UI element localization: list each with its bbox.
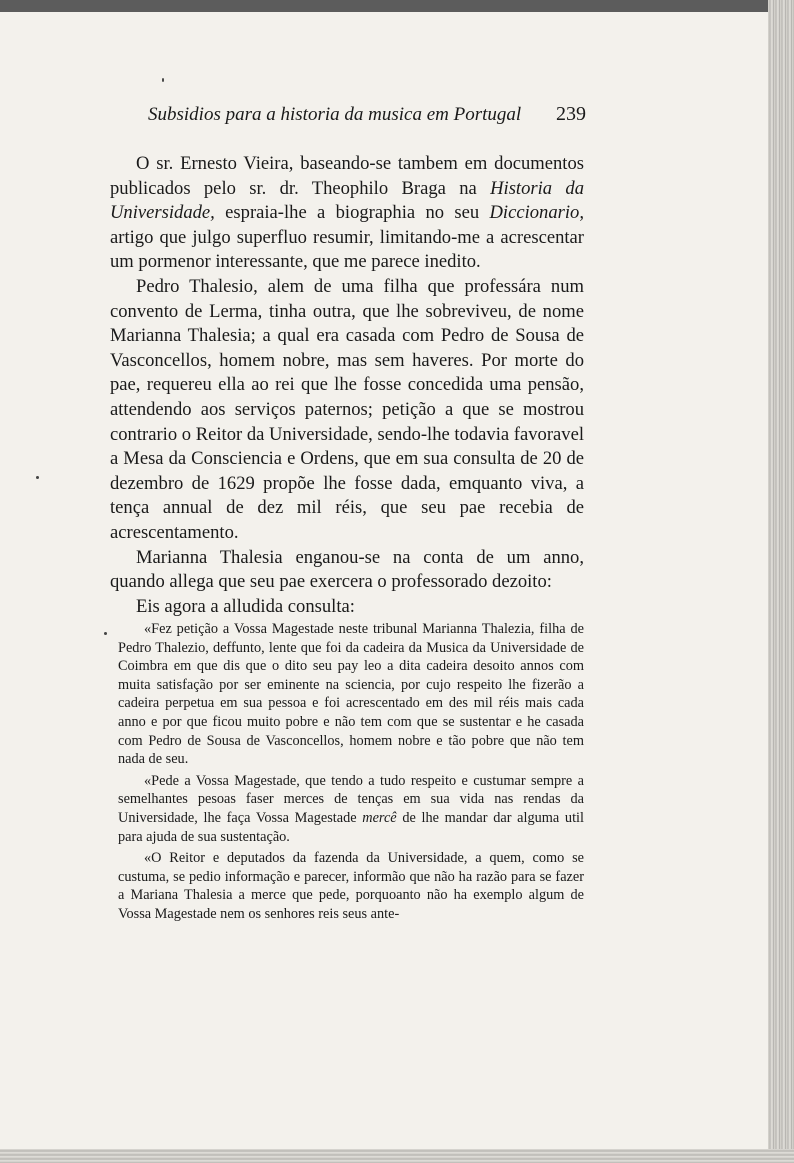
paragraph-4: Eis agora a alludida consulta: xyxy=(136,595,355,617)
quote-paragraph-2-merce: mercê xyxy=(362,809,397,826)
paragraph-1-text-a: O sr. Ernesto Vieira, baseando-se tambem em documentos publicados pelo sr. dr. Theophilo Braga na xyxy=(110,153,584,199)
paragraph-1-text-c: espraia-lhe a biographia no seu xyxy=(214,202,490,224)
page-stack-bottom-edge xyxy=(0,1149,794,1163)
paragraph-1 xyxy=(110,152,584,275)
paper-speck xyxy=(36,476,39,479)
body-text xyxy=(110,152,584,619)
paragraph-1-text-e: artigo que julgo superfluo resumir, limitando-me a acrescentar um pormenor interessante, que me parece inedito. xyxy=(110,226,584,273)
quote-paragraph-2-text-c: de lhe mandar dar alguma util para ajuda de sua sustentação. xyxy=(118,809,584,845)
quote-paragraph-2-text-a: «Pede a Vossa Magestade, que tendo a tudo respeito e custumar sempre a semelhantes pesoas faser merces de tenças em sua vida nas rendas da Universidade, lhe faça Vossa Magestade xyxy=(118,772,584,826)
paragraph-2: Pedro Thalesio, alem de uma filha que professára num convento de Lerma, tinha outra, que lhe sobreviveu, de nome Marianna Thalesia; a qual era casada com Pedro de Sousa de Vasconcellos, homem nobre, mas sem haveres. Por morte do pae, requereu ella ao rei que lhe fosse concedida uma pensão, attendendo aos serviços paternos; petição a que se mostrou contrario o Reitor da Universidade, sendo-lhe todavia favoravel a Mesa da Consciencia e Ordens, que em sua consulta de 20 de dezembro de 1629 propõe lhe fosse dada, emquanto viva, a tença annual de dez mil réis, que seu pae recebia de acrescentamento. xyxy=(110,275,584,543)
page-number: 239 xyxy=(556,103,586,125)
paper-speck xyxy=(162,78,164,82)
quote-paragraph-2 xyxy=(118,772,584,846)
paragraph-3: Marianna Thalesia enganou-se na conta de um anno, quando allega que seu pae exercera o professorado dezoito: xyxy=(110,546,584,593)
paragraph-1-title-diccionario: Diccionario, xyxy=(489,202,584,224)
running-head xyxy=(148,103,586,126)
quote-paragraph-3: «O Reitor e deputados da fazenda da Universidade, a quem, como se custuma, se pedio informação e parecer, informão que não ha razão para se fazer a Mariana Thalesia a merce que pede, porquoanto não ha exemplo algum de Vossa Magestade nem os senhores reis seus ante- xyxy=(118,850,584,922)
running-title: Subsidios para a historia da musica em Portugal xyxy=(148,104,522,125)
paragraph-1-title-historia: Historia da Universidade, xyxy=(110,177,585,224)
quote-paragraph-1: «Fez petição a Vossa Magestade neste tribunal Marianna Thalezia, filha de Pedro Thalezio, deffunto, lente que foi da cadeira da Musica da Universidade de Coimbra em que dis que o dito seu pay leo a dita cadeira desoito annos com muita satisfação por ser eminente na sciencia, por cujo respeito lhe fizerão a cadeira perpetua em sua pessoa e foi acrescentado em des mil réis mais cada anno e por que ficou muito pobre e não tem com que se sustentar e he casada com Pedro de Sousa de Vasconcellos, homem nobre e tão pobre que não tem nada de seu. xyxy=(118,621,584,768)
paper-speck xyxy=(104,632,107,635)
page-stack-edge xyxy=(768,0,794,1163)
quoted-consulta xyxy=(118,620,584,927)
